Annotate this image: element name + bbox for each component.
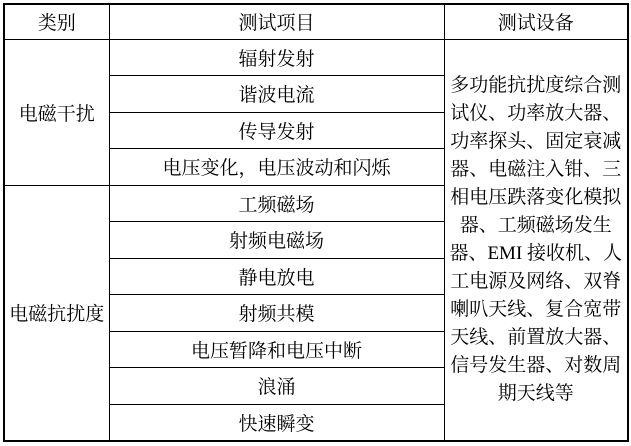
table-header-row <box>4 4 628 39</box>
test-item-cell: 传导发射 <box>109 112 444 149</box>
table-row <box>4 39 628 76</box>
emc-test-table <box>3 3 629 442</box>
test-item-cell: 谐波电流 <box>109 76 444 113</box>
test-item-cell: 射频共模 <box>109 295 444 332</box>
test-item-cell: 静电放电 <box>109 258 444 295</box>
test-item-cell: 快速瞬变 <box>109 404 444 441</box>
test-item-cell: 工频磁场 <box>109 185 444 222</box>
header-test-equipment: 测试设备 <box>444 4 628 39</box>
test-item-cell: 电压暂降和电压中断 <box>109 331 444 368</box>
category-cell-emi: 电磁干扰 <box>4 39 109 185</box>
header-category: 类别 <box>4 4 109 39</box>
category-cell-immunity: 电磁抗扰度 <box>4 185 109 441</box>
test-item-cell: 电压变化，电压波动和闪烁 <box>109 149 444 186</box>
equipment-cell: 多功能抗扰度综合测试仪、功率放大器、功率探头、固定衰减器、电磁注入钳、三相电压跌落变化模拟器、工频磁场发生器、EMI 接收机、人工电源及网络、双脊喇叭天线、复合宽带天线、前置放大器、信号发生器、对数周期天线等 <box>444 39 628 441</box>
test-item-cell: 射频电磁场 <box>109 222 444 259</box>
test-item-cell: 辐射发射 <box>109 39 444 76</box>
test-item-cell: 浪涌 <box>109 368 444 405</box>
header-test-item: 测试项目 <box>109 4 444 39</box>
